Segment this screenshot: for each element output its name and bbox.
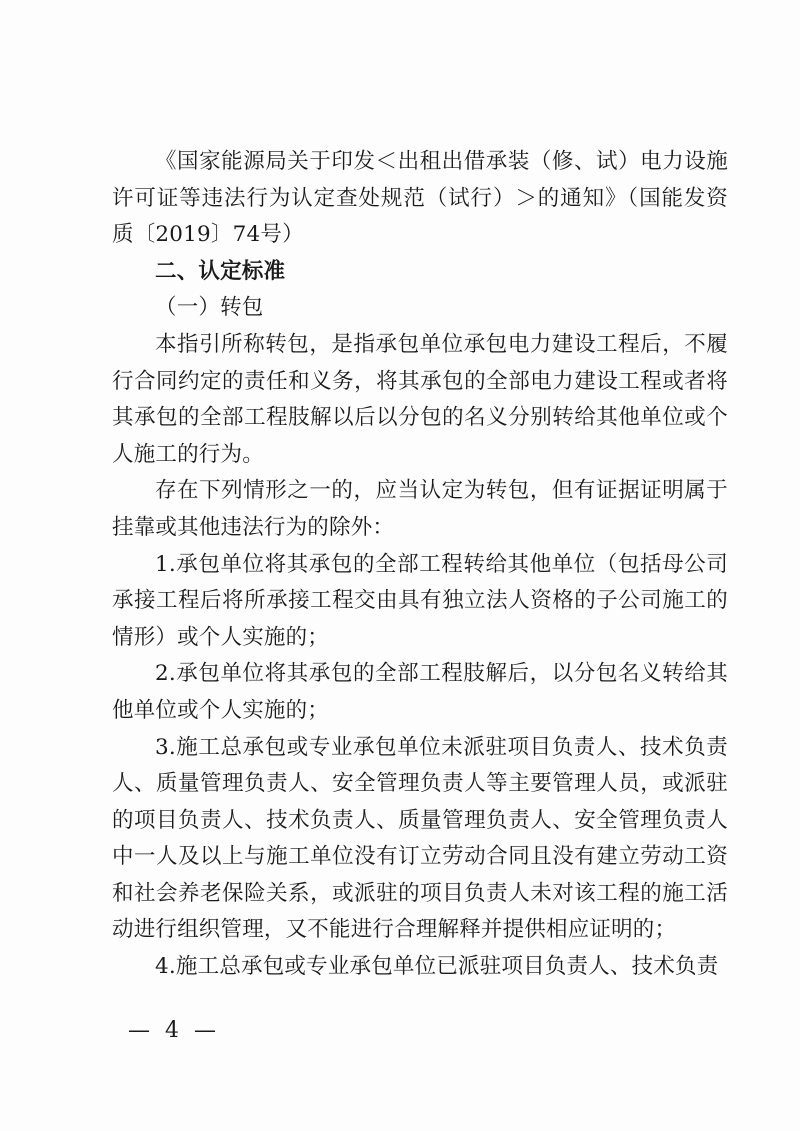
- list-item: 1.承包单位将其承包的全部工程转给其他单位（包括母公司承接工程后将所承接工程交由具有独立法人资格的子公司施工的情形）或个人实施的；: [112, 551, 728, 650]
- subsection-heading: （一）转包: [155, 295, 264, 321]
- page-number: — 4 —: [128, 1018, 220, 1043]
- section-heading: 二、认定标准: [155, 258, 286, 284]
- reference-notice-paragraph: 《国家能源局关于印发＜出租出借承装（修、试）电力设施许可证等违法行为认定查处规范（试行）＞的通知》（国能发资质〔2019〕74号）: [112, 149, 728, 248]
- definition-paragraph: 本指引所称转包，是指承包单位承包电力建设工程后，不履行合同约定的责任和义务，将其承包的全部电力建设工程或者将其承包的全部工程肢解以后以分包的名义分别转给其他单位或个人施工的行为。: [112, 331, 728, 467]
- list-item: 3.施工总承包或专业承包单位未派驻项目负责人、技术负责人、质量管理负责人、安全管理负责人等主要管理人员，或派驻的项目负责人、技术负责人、质量管理负责人、安全管理负责人中一人及以上与施工单位没有订立劳动合同且没有建立劳动工资和社会养老保险关系，或派驻的项目负责人未对该工程的施工活动进行组织管理，又不能进行合理解释并提供相应证明的；: [112, 734, 728, 943]
- list-item: 2.承包单位将其承包的全部工程肢解后，以分包名义转给其他单位或个人实施的；: [112, 661, 728, 723]
- list-item: 4.施工总承包或专业承包单位已派驻项目负责人、技术负责: [155, 954, 719, 980]
- document-body: [112, 144, 728, 986]
- circumstances-intro-paragraph: 存在下列情形之一的，应当认定为转包，但有证据证明属于挂靠或其他违法行为的除外：: [112, 478, 728, 540]
